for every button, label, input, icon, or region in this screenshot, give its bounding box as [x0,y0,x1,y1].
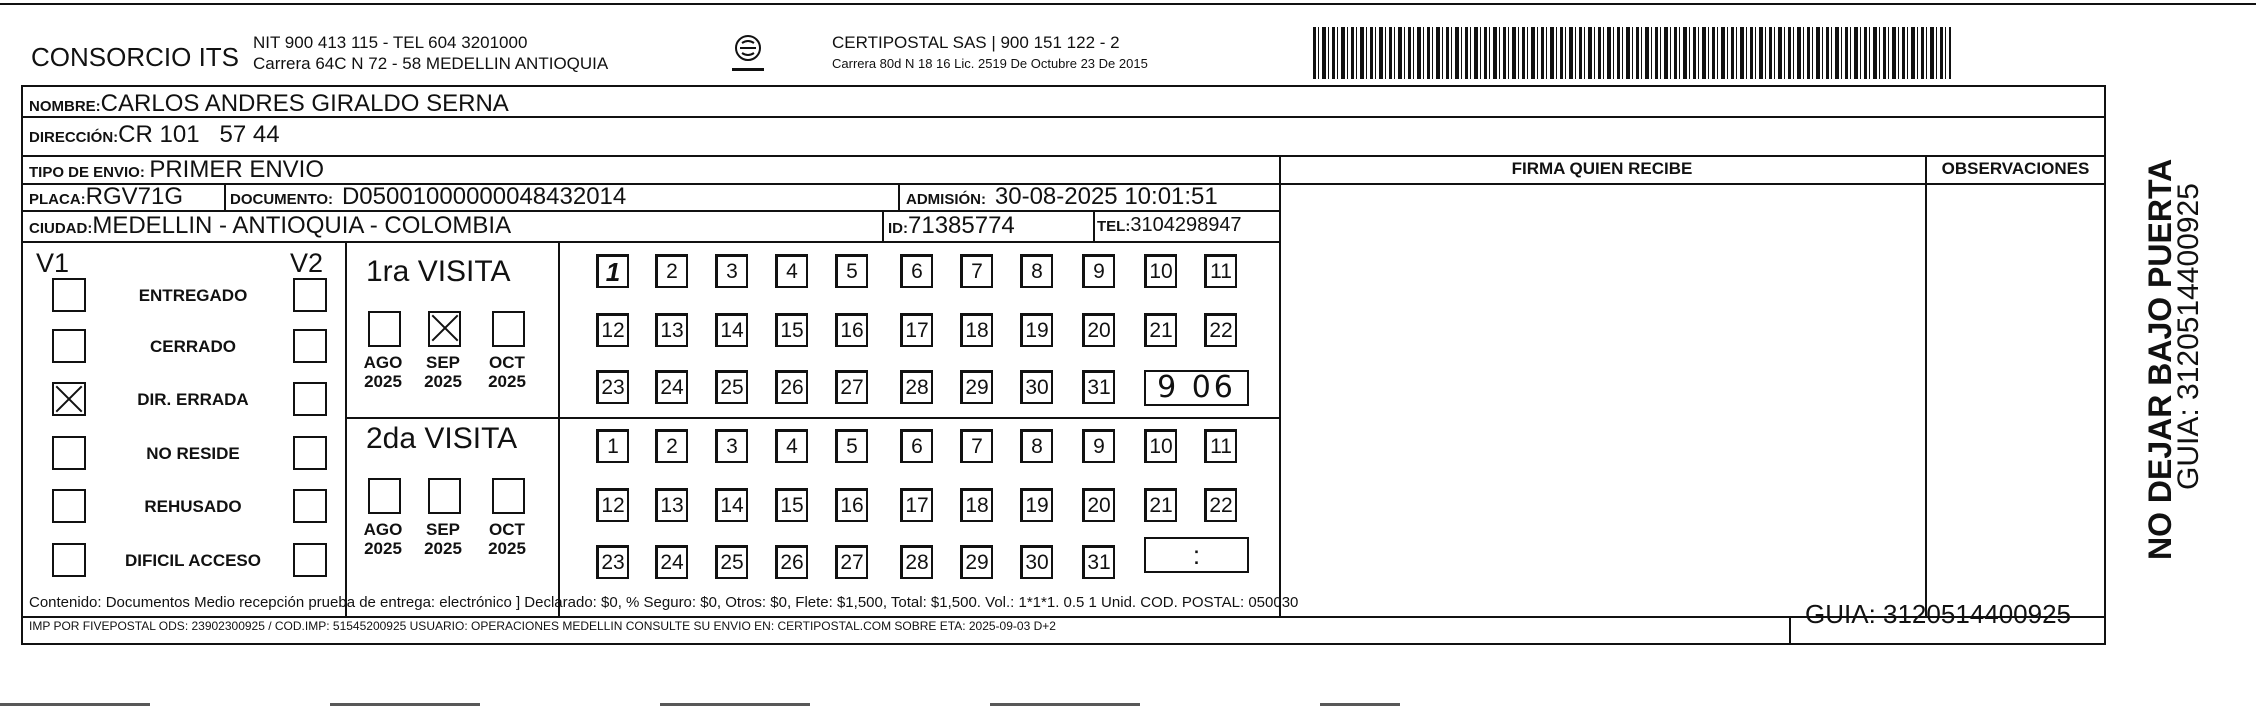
day-box[interactable]: 27 [835,370,868,404]
visit2-time-field[interactable]: : [1144,537,1249,573]
month-label [484,353,530,391]
id-field: ID:71385774 [888,212,1015,239]
month-year: 2025 [424,539,462,558]
month-label [360,520,406,558]
observations-header: OBSERVACIONES [1941,159,2090,178]
v1-label: V1 [36,248,70,278]
day-box[interactable]: 23 [596,370,629,404]
day-box[interactable]: 16 [835,313,868,347]
day-box[interactable]: 14 [715,488,748,522]
admission-field: ADMISIÓN: 30-08-2025 10:01:51 [906,183,1218,210]
month-year: 2025 [424,372,462,391]
month-year: 2025 [488,539,526,558]
name-field: NOMBRE:CARLOS ANDRES GIRALDO SERNA [29,90,509,117]
company-nit: NIT 900 413 115 - TEL 604 3201000 [253,33,528,52]
day-box[interactable]: 29 [960,545,993,579]
day-box[interactable]: 24 [655,545,688,579]
day-box[interactable]: 31 [1082,545,1115,579]
day-box[interactable]: 8 [1020,254,1053,288]
day-box[interactable]: 1 [596,429,629,463]
company-name: CONSORCIO ITS [31,42,240,72]
day-box[interactable]: 27 [835,545,868,579]
signature-header: FIRMA QUIEN RECIBE [1511,159,1693,178]
day-box[interactable]: 9 [1082,254,1115,288]
month-name: AGO [363,520,403,539]
day-box[interactable]: 5 [835,429,868,463]
day-box[interactable]: 21 [1144,313,1177,347]
phone-field: TEL:3104298947 [1097,214,1242,236]
day-box[interactable]: 7 [960,429,993,463]
v2-checkbox[interactable] [293,382,327,416]
month-label [360,353,406,391]
v1-checkbox[interactable] [52,329,86,363]
status-label: NO RESIDE [146,444,240,463]
cut-line [0,703,1400,706]
v1-checkbox[interactable] [52,278,86,312]
day-box[interactable]: 19 [1020,313,1053,347]
day-box[interactable]: 2 [655,254,688,288]
print-info-line: IMP POR FIVEPOSTAL ODS: 23902300925 / COD.IMP: 51545200925 USUARIO: OPERACIONES MEDELLIN CONSULTE SU ENVIO EN: CERTIPOSTAL.COM SOBRE ETA: 2025-09-03 D+2 [29,619,1056,633]
day-box[interactable]: 6 [900,254,933,288]
day-box[interactable]: 15 [775,313,808,347]
month-checkbox[interactable] [428,478,461,514]
day-box[interactable]: 6 [900,429,933,463]
month-name: SEP [425,353,461,372]
month-label [484,520,530,558]
status-label: REHUSADO [144,497,242,516]
visit2-title: 2da VISITA [366,422,518,455]
month-checkbox[interactable] [368,311,401,347]
day-box[interactable]: 3 [715,429,748,463]
v2-checkbox[interactable] [293,489,327,523]
day-box[interactable]: 8 [1020,429,1053,463]
day-box[interactable]: 2 [655,429,688,463]
visit1-time-field[interactable]: 9 06 [1144,370,1249,406]
v2-label: V2 [290,248,324,278]
status-label: DIR. ERRADA [137,390,249,409]
day-box[interactable]: 17 [900,313,933,347]
day-box[interactable]: 14 [715,313,748,347]
day-box[interactable]: 20 [1082,488,1115,522]
document-field: DOCUMENTO: D05001000000048432014 [230,183,627,210]
day-box[interactable]: 17 [900,488,933,522]
day-box[interactable]: 25 [715,545,748,579]
month-checkbox[interactable] [492,311,525,347]
side-guide-number: GUIA: 3120514400925 [2172,183,2205,490]
day-box[interactable]: 12 [596,488,629,522]
barcode [1313,27,1951,79]
day-box[interactable]: 1 [596,254,629,288]
month-name: OCT [489,353,525,372]
status-label: DIFICIL ACCESO [124,551,261,570]
day-box[interactable]: 11 [1204,429,1237,463]
day-box[interactable]: 30 [1020,545,1053,579]
day-box[interactable]: 23 [596,545,629,579]
day-box[interactable]: 13 [655,313,688,347]
v2-checkbox[interactable] [293,436,327,470]
month-name: SEP [425,520,461,539]
day-box[interactable]: 11 [1204,254,1237,288]
month-label [420,353,466,391]
day-box[interactable]: 13 [655,488,688,522]
city-field: CIUDAD:MEDELLIN - ANTIOQUIA - COLOMBIA [29,212,512,239]
month-checkbox[interactable] [428,311,461,347]
month-name: OCT [489,520,525,539]
day-box[interactable]: 5 [835,254,868,288]
day-box[interactable]: 10 [1144,254,1177,288]
day-box[interactable]: 18 [960,313,993,347]
day-box[interactable]: 29 [960,370,993,404]
v1-checkbox[interactable] [52,382,86,416]
signature-area[interactable] [1281,185,1924,615]
day-box[interactable]: 22 [1204,488,1237,522]
day-box[interactable]: 21 [1144,488,1177,522]
guide-number: GUIA: 3120514400925 [1805,599,2071,629]
day-box[interactable]: 20 [1082,313,1115,347]
month-year: 2025 [488,372,526,391]
day-box[interactable]: 15 [775,488,808,522]
day-box[interactable]: 31 [1082,370,1115,404]
day-box[interactable]: 4 [775,254,808,288]
day-box[interactable]: 28 [900,370,933,404]
plate-field: PLACA:RGV71G [29,183,184,210]
v1-checkbox[interactable] [52,543,86,577]
day-box[interactable]: 24 [655,370,688,404]
day-box[interactable]: 18 [960,488,993,522]
day-box[interactable]: 25 [715,370,748,404]
day-box[interactable]: 4 [775,429,808,463]
month-year: 2025 [364,539,402,558]
contents-line: Contenido: Documentos Medio recepción prueba de entrega: electrónico ] Declarado: $0, % Seguro: $0, Otros: $0, Flete: $1,500, Total: $1,500. Vol.: 1*1*1. 0.5 1 Unid. COD. POSTAL: 050030 [29,594,1299,611]
day-box[interactable]: 26 [775,370,808,404]
status-label: ENTREGADO [138,286,248,305]
shipment-type-field: TIPO DE ENVIO: PRIMER ENVIO [29,156,325,183]
v1-checkbox[interactable] [52,489,86,523]
v2-checkbox[interactable] [293,543,327,577]
do-not-leave-notice: NO DEJAR BAJO PUERTA [2142,158,2178,560]
visit1-title: 1ra VISITA [366,255,511,288]
day-box[interactable]: 28 [900,545,933,579]
v2-checkbox[interactable] [293,278,327,312]
day-box[interactable]: 10 [1144,429,1177,463]
month-label [420,520,466,558]
day-box[interactable]: 7 [960,254,993,288]
v1-checkbox[interactable] [52,436,86,470]
day-box[interactable]: 30 [1020,370,1053,404]
observations-area[interactable] [1927,185,2104,615]
month-name: AGO [363,353,403,372]
month-checkbox[interactable] [492,478,525,514]
day-box[interactable]: 12 [596,313,629,347]
day-box[interactable]: 22 [1204,313,1237,347]
address-field: DIRECCIÓN:CR 101 57 44 [29,121,280,148]
carrier-line: CERTIPOSTAL SAS | 900 151 122 - 2 [832,33,1120,52]
v2-checkbox[interactable] [293,329,327,363]
day-box[interactable]: 9 [1082,429,1115,463]
day-box[interactable]: 16 [835,488,868,522]
carrier-address: Carrera 80d N 18 16 Lic. 2519 De Octubre 23 De 2015 [832,56,1148,71]
certipostal-logo [728,32,768,76]
month-checkbox[interactable] [368,478,401,514]
status-label: CERRADO [150,337,236,356]
day-box[interactable]: 19 [1020,488,1053,522]
day-box[interactable]: 3 [715,254,748,288]
company-address: Carrera 64C N 72 - 58 MEDELLIN ANTIOQUIA [253,54,609,73]
day-box[interactable]: 26 [775,545,808,579]
month-year: 2025 [364,372,402,391]
